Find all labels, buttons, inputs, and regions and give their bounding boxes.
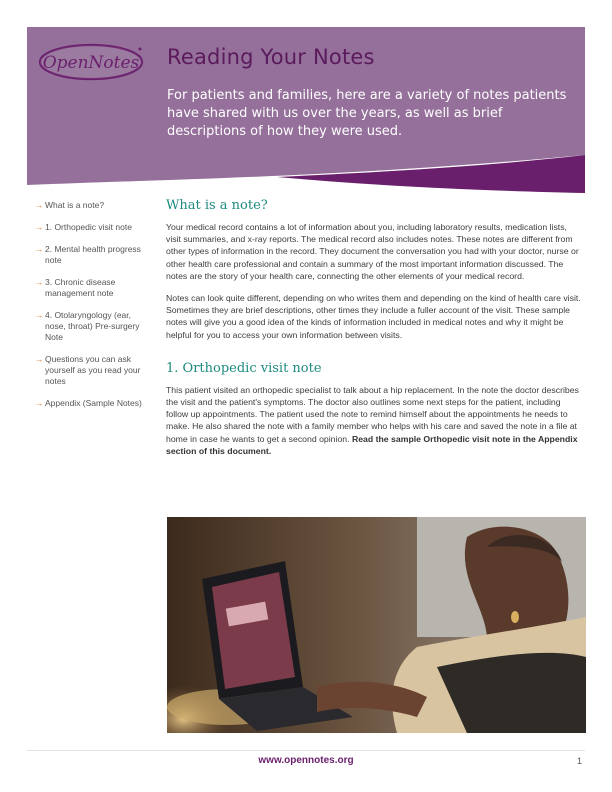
opennotes-logo	[37, 41, 145, 83]
arrow-right-icon: →	[35, 244, 44, 254]
svg-text:OpenNotes: OpenNotes	[42, 53, 140, 73]
toc-item-otolaryngology[interactable]	[35, 310, 147, 343]
footer-divider	[27, 750, 585, 751]
toc-item-label: 3. Chronic disease management note	[45, 277, 116, 298]
arrow-right-icon: →	[35, 222, 44, 232]
table-of-contents	[35, 200, 147, 420]
paragraph-what-1: Your medical record contains a lot of information about you, including laboratory results, medication lists, visit summaries, and x-ray reports. The medical record also includes notes. These notes are different from other types of information in the record. They document the conversation you had with your doctor, nurse or other health care professional and contain a summary of the most important information discussed. The notes are the story of your health care, connecting the other elements of your medical record.	[166, 222, 579, 281]
toc-item-orthopedic[interactable]	[35, 222, 147, 233]
orthopedic-text: This patient visited an orthopedic specialist to talk about a hip replacement. In the note the doctor describes the visit and the patient's symptoms. The doctor also outlines some next steps for the patient, including follow up appointments. The patient used the note to remind himself about the appointments he needs to make. He also shared the note with a family member who helps with his care and saved the note in a file at home in case he wants to get a second opinion.	[166, 384, 579, 444]
arrow-right-icon: →	[35, 398, 44, 408]
arrow-right-icon: →	[35, 200, 44, 210]
paragraph-orthopedic	[166, 384, 584, 457]
toc-item-label: What is a note?	[45, 200, 105, 210]
page-title: Reading Your Notes	[167, 45, 375, 69]
toc-item-appendix[interactable]	[35, 398, 147, 409]
paragraph-what-2: Notes can look quite different, depending on who writes them and depending on the kind of health care visit. Sometimes they are brief descriptions, other times they include a fuller account of the visit. These sample notes will give you a good idea of the kinds of information included in medical notes and why it might be helpful for you to access your own information between visits.	[166, 293, 581, 340]
toc-item-chronic-disease[interactable]	[35, 277, 147, 299]
toc-item-label: 2. Mental health progress note	[45, 244, 141, 265]
toc-item-label: 1. Orthopedic visit note	[45, 222, 132, 232]
arrow-right-icon: →	[35, 277, 44, 287]
footer-website-link[interactable]: www.opennotes.org	[258, 755, 354, 766]
orthopedic-appendix-link-text: Read the sample Orthopedic visit note in the Appendix section of this document.	[166, 433, 578, 456]
toc-item-label: Appendix (Sample Notes)	[45, 398, 142, 408]
section-heading-orthopedic: 1. Orthopedic visit note	[166, 360, 322, 376]
section-heading-what-is-a-note: What is a note?	[166, 198, 268, 213]
arrow-right-icon: →	[35, 354, 44, 364]
arrow-right-icon: →	[35, 310, 44, 320]
main-content	[166, 198, 584, 467]
page-subtitle: For patients and families, here are a variety of notes patients have shared with us over the years, as well as brief descriptions of how they were used.	[167, 88, 567, 139]
toc-item-label: Questions you can ask yourself as you read your notes	[45, 354, 141, 386]
toc-item-what-is-a-note[interactable]	[35, 200, 147, 211]
header-banner	[27, 27, 585, 193]
toc-item-questions[interactable]	[35, 354, 147, 387]
photo-woman-at-laptop	[167, 517, 586, 733]
toc-item-label: 4. Otolaryngology (ear, nose, throat) Pre-surgery Note	[45, 310, 140, 342]
page-number: 1	[577, 756, 583, 766]
toc-item-mental-health[interactable]	[35, 244, 147, 266]
